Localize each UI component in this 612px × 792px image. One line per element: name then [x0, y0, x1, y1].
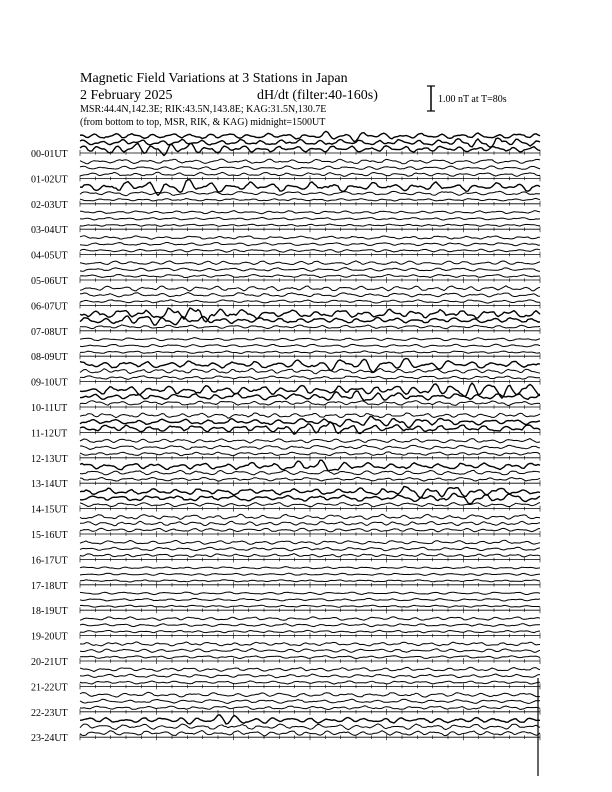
- hour-label: 20-21UT: [31, 657, 68, 668]
- trace-kag: [80, 642, 540, 646]
- hour-label: 03-04UT: [31, 225, 68, 237]
- trace-rik: [80, 547, 540, 551]
- hour-row: [31, 211, 540, 237]
- station-coordinates: MSR:44.4N,142.3E; RIK:43.5N,143.8E; KAG:31.5N,130.7E: [80, 104, 327, 115]
- hour-row: [31, 359, 540, 389]
- trace-msr: [80, 198, 540, 201]
- hour-label: 08-09UT: [31, 352, 68, 364]
- hour-label: 05-06UT: [31, 276, 68, 287]
- trace-order-note: (from bottom to top, MSR, RIK, & KAG) midnight=1500UT: [80, 117, 326, 128]
- trace-rik: [80, 268, 540, 272]
- hour-label: 10-11UT: [31, 403, 68, 414]
- hour-label: 09-10UT: [31, 377, 68, 389]
- trace-kag: [80, 286, 540, 291]
- trace-msr: [80, 656, 540, 659]
- hour-label: 07-08UT: [31, 326, 68, 338]
- hour-label: 02-03UT: [31, 199, 68, 211]
- hour-row: [31, 338, 540, 364]
- hour-row: [31, 514, 540, 541]
- trace-kag: [80, 460, 540, 471]
- hour-label: 17-18UT: [31, 580, 68, 592]
- trace-kag: [80, 338, 540, 341]
- trace-kag: [80, 159, 540, 164]
- trace-rik: [80, 138, 540, 147]
- hour-label: 21-22UT: [31, 682, 68, 694]
- trace-rik: [80, 699, 540, 703]
- hour-row: [31, 159, 540, 185]
- trace-rik: [80, 470, 540, 475]
- hour-label: 00-01UT: [31, 149, 68, 160]
- trace-msr: [80, 681, 540, 684]
- trace-msr: [80, 630, 540, 633]
- hour-label: 14-15UT: [31, 504, 68, 516]
- hour-row: [31, 715, 540, 744]
- trace-rik: [80, 493, 540, 504]
- trace-rik: [80, 598, 540, 601]
- trace-rik: [80, 624, 540, 627]
- hour-label: 04-05UT: [31, 250, 68, 262]
- hour-row: [31, 642, 540, 668]
- trace-msr: [80, 376, 540, 380]
- trace-kag: [80, 211, 540, 214]
- hour-label: 22-23UT: [31, 707, 68, 719]
- trace-kag: [80, 514, 540, 519]
- trace-kag: [80, 592, 540, 595]
- trace-kag: [80, 540, 540, 544]
- scale-bar-label: 1.00 nT at T=80s: [438, 94, 507, 105]
- hour-row: [31, 261, 540, 287]
- trace-kag: [80, 236, 540, 240]
- hour-row: [31, 592, 540, 617]
- trace-msr: [80, 528, 540, 532]
- trace-kag: [80, 567, 540, 569]
- hour-label: 19-20UT: [31, 631, 68, 643]
- hour-row: [31, 667, 540, 693]
- hour-label: 11-12UT: [31, 428, 68, 440]
- chart-date: 2 February 2025: [80, 88, 173, 103]
- trace-rik: [80, 293, 540, 297]
- hour-label: 06-07UT: [31, 301, 68, 313]
- trace-kag: [80, 692, 540, 697]
- trace-rik: [80, 417, 540, 428]
- trace-rik: [80, 316, 540, 325]
- trace-msr: [80, 580, 540, 582]
- trace-rik: [80, 368, 540, 373]
- trace-kag: [80, 439, 540, 444]
- trace-kag: [80, 715, 540, 724]
- trace-rik: [80, 191, 540, 196]
- trace-msr: [80, 224, 540, 226]
- hour-row: [31, 286, 540, 313]
- hour-row: [31, 692, 540, 719]
- hour-row: [31, 567, 540, 592]
- hour-row: [31, 439, 540, 465]
- trace-msr: [80, 351, 540, 354]
- hour-row: [31, 617, 540, 643]
- hour-row: [31, 540, 540, 566]
- hour-row: [31, 460, 540, 490]
- hour-label: 23-24UT: [31, 733, 68, 745]
- hour-row: [31, 413, 540, 439]
- trace-msr: [80, 605, 540, 607]
- trace-rik: [80, 649, 540, 653]
- trace-kag: [80, 667, 540, 671]
- hour-row: [31, 131, 540, 160]
- hour-label: 12-13UT: [31, 453, 68, 465]
- hour-row: [31, 180, 540, 211]
- trace-rik: [80, 573, 540, 575]
- trace-kag: [80, 413, 540, 418]
- hour-row: [31, 236, 540, 262]
- hour-label: 13-14UT: [31, 479, 68, 491]
- trace-rik: [80, 674, 540, 678]
- hour-label: 18-19UT: [31, 606, 68, 618]
- trace-rik: [80, 521, 540, 526]
- chart-title: Magnetic Field Variations at 3 Stations in Japan: [80, 71, 348, 86]
- hour-row: [31, 486, 540, 515]
- trace-kag: [80, 617, 540, 621]
- hour-label: 16-17UT: [31, 555, 68, 567]
- trace-rik: [80, 217, 540, 220]
- hour-label: 15-16UT: [31, 530, 68, 541]
- hour-label: 01-02UT: [31, 174, 68, 186]
- quantity-filter-label: dH/dt (filter:40-160s): [257, 88, 378, 103]
- hour-row: [31, 383, 540, 414]
- hour-row: [31, 308, 540, 338]
- trace-kag: [80, 131, 540, 141]
- trace-rik: [80, 344, 540, 347]
- trace-rik: [80, 724, 540, 730]
- trace-rik: [80, 243, 540, 246]
- trace-rik: [80, 445, 540, 449]
- trace-rik: [80, 166, 540, 170]
- trace-kag: [80, 261, 540, 265]
